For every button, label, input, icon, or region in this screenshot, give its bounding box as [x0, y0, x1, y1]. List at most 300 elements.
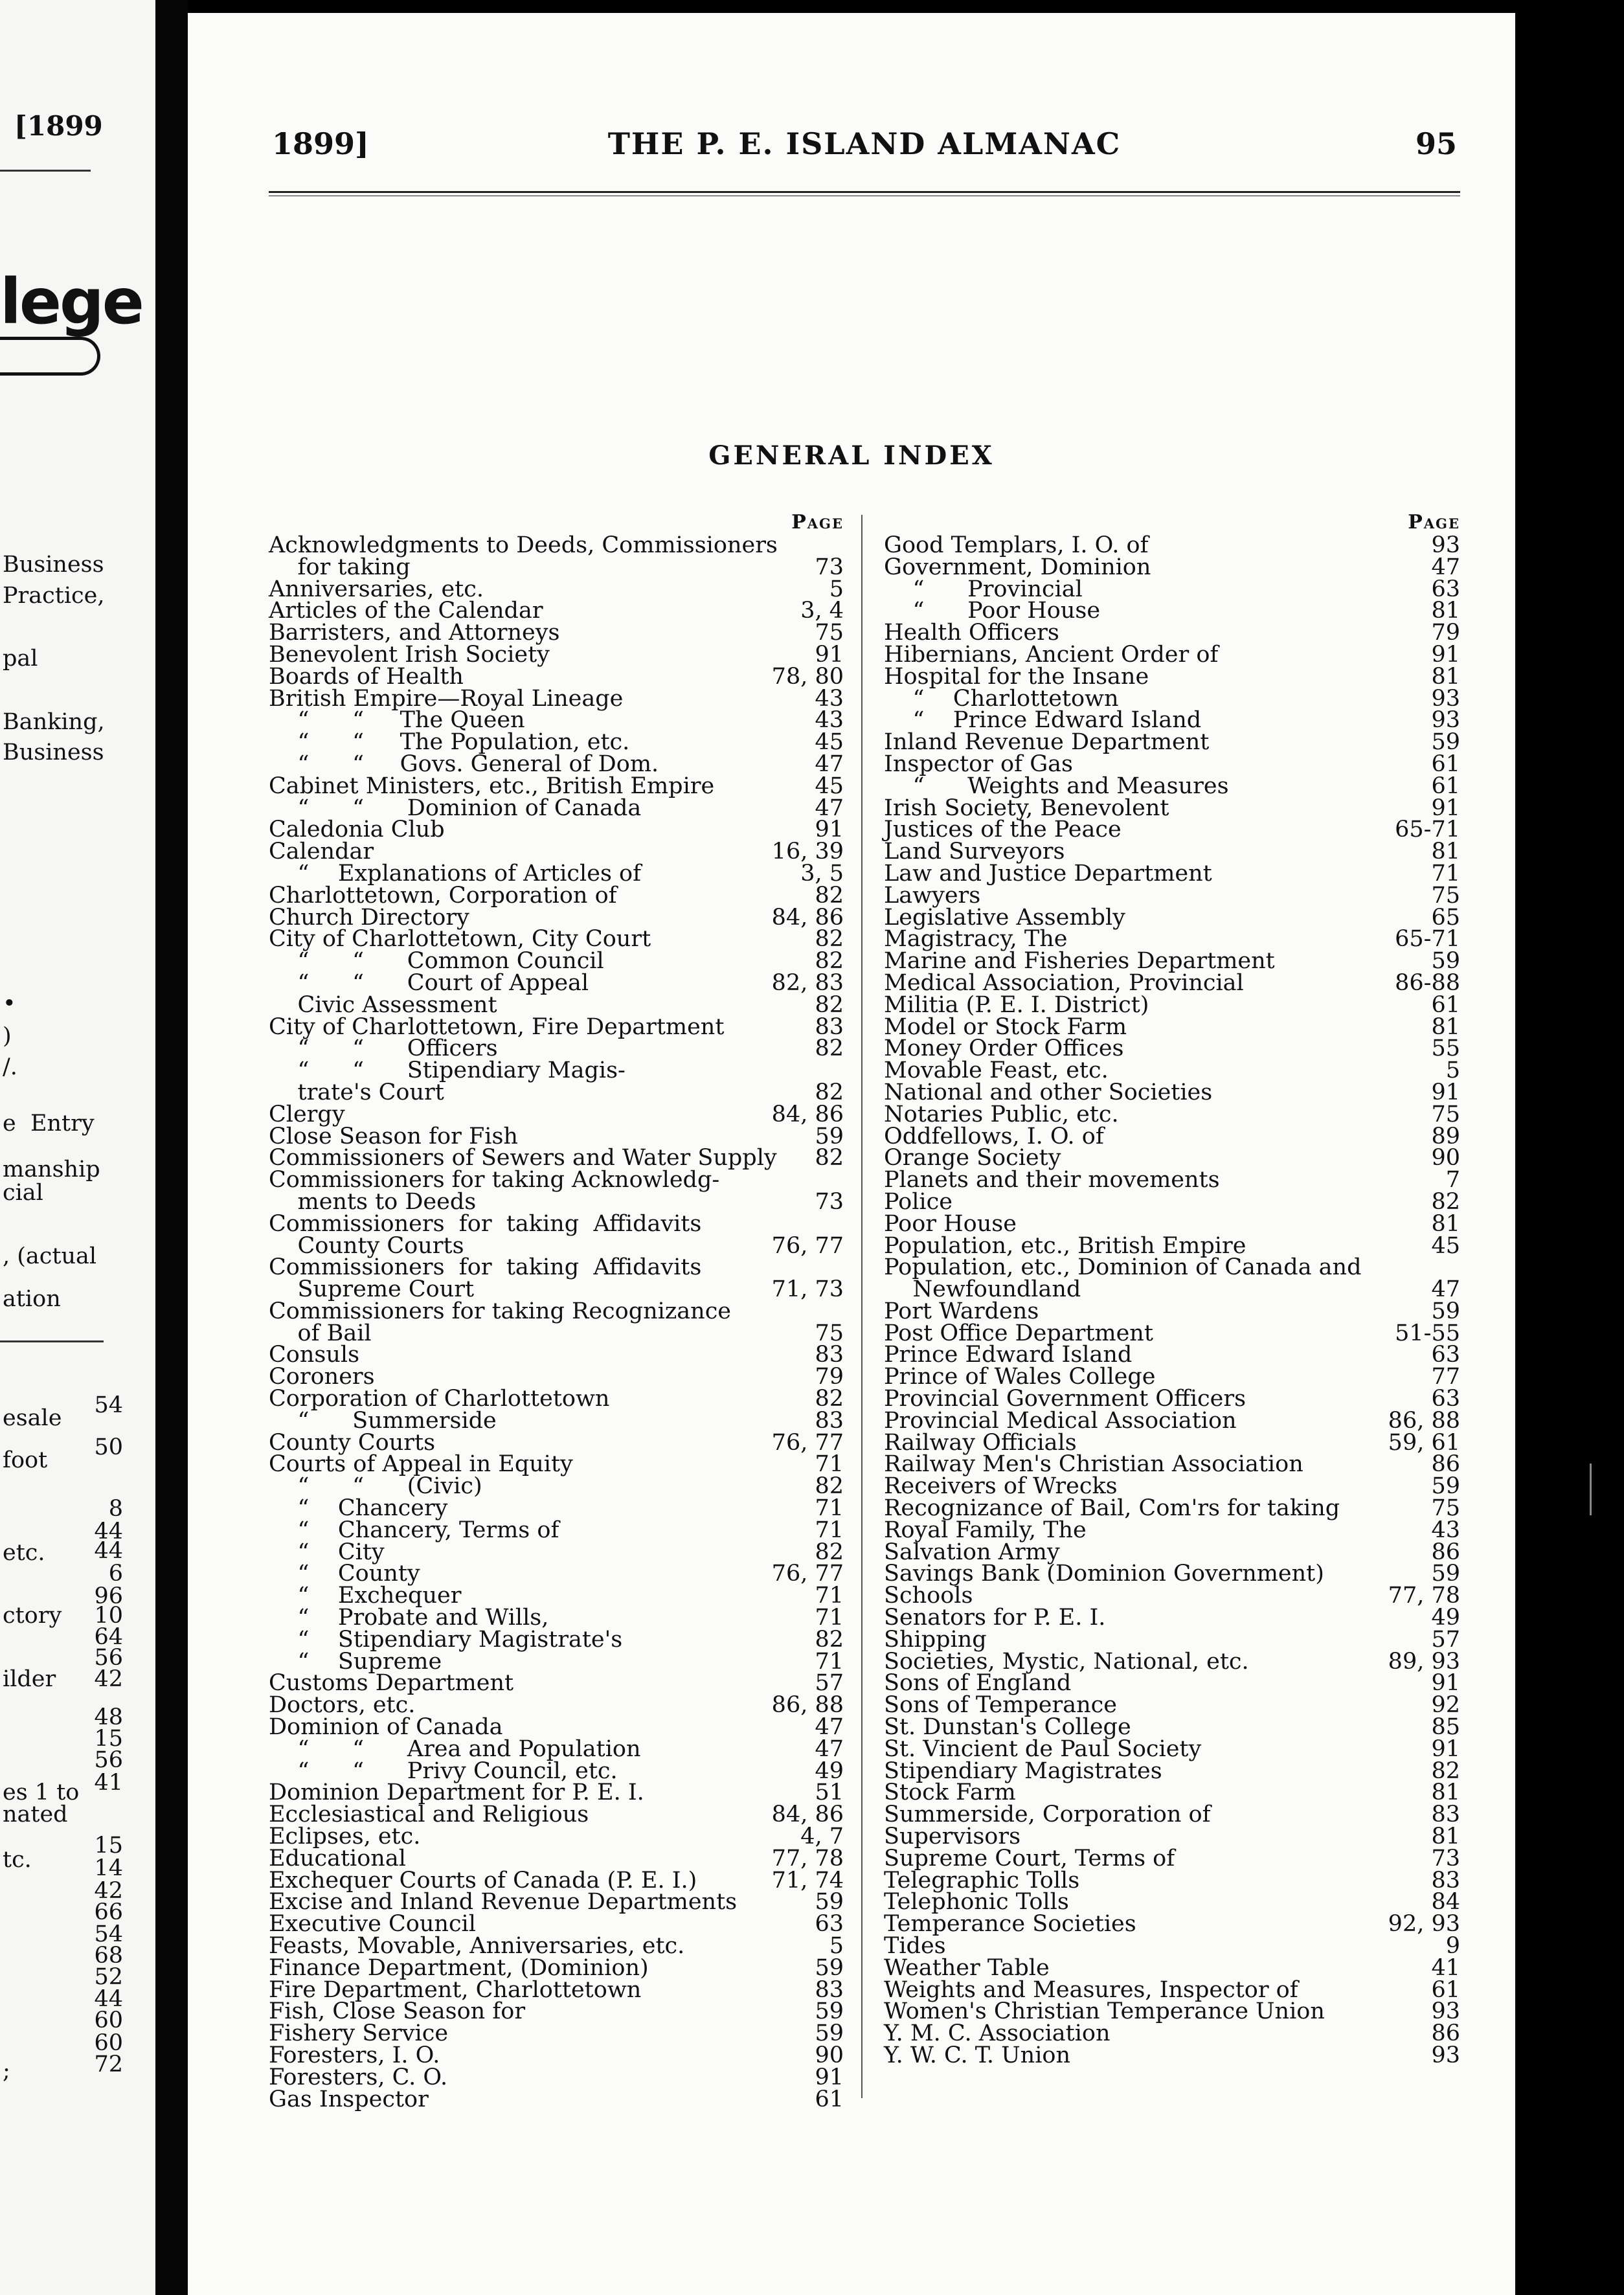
page-column-label: Page [1408, 511, 1460, 534]
index-entry-text: Medical Association, Provincial [884, 969, 1244, 996]
index-entry-page: 75 [1431, 1495, 1460, 1522]
facing-page-number-entry: 15 [94, 1833, 123, 1859]
facing-page-text: esale [3, 1405, 62, 1431]
index-entry-text: Salvation Army [884, 1539, 1060, 1565]
index-entry [884, 532, 1460, 558]
index-entry-text: Weather Table [884, 1954, 1050, 1981]
page-edge-mark [1590, 1464, 1618, 1515]
index-entry [269, 1539, 844, 1565]
index-entry [269, 1473, 844, 1500]
index-entry-text: Telegraphic Tolls [884, 1867, 1080, 1894]
index-entry [884, 1867, 1460, 1894]
index-entry [884, 1167, 1460, 1193]
index-entry-page: 59, 61 [1388, 1429, 1460, 1456]
index-entry-text: Good Templars, I. O. of [884, 532, 1149, 558]
index-entry [269, 2020, 844, 2047]
index-entry-page: 81 [1431, 1013, 1460, 1040]
index-entry [269, 1648, 844, 1675]
index-entry-text: Land Surveyors [884, 839, 1065, 865]
index-entry [269, 576, 844, 602]
index-entry [884, 1826, 1460, 1848]
index-entry-text: Model or Stock Farm [884, 1013, 1127, 1040]
index-entry-text: Schools [884, 1583, 973, 1609]
index-entry-text: “ Probate and Wills, [269, 1605, 549, 1631]
index-entry-page: 73 [815, 1188, 844, 1215]
index-entry [269, 1188, 844, 1215]
index-entry [884, 1889, 1460, 1916]
index-entry [269, 1057, 844, 1084]
index-entry-page: 55 [1431, 1035, 1460, 1062]
index-entry-text: “ Summerside [269, 1407, 497, 1434]
index-entry-text: Commissioners for taking Acknowledg- [269, 1167, 720, 1193]
index-entry [884, 1035, 1460, 1062]
index-entry-page: 84, 86 [771, 1802, 844, 1828]
index-entry [269, 1320, 844, 1346]
index-entry [269, 795, 844, 821]
index-entry-page: 82 [815, 1386, 844, 1412]
index-entry-text: Customs Department [269, 1670, 514, 1697]
index-entry-text: Y. M. C. Association [884, 2020, 1111, 2047]
index-entry [269, 1388, 844, 1410]
facing-page-text: etc. [3, 1540, 45, 1566]
index-entry-text: Tides [884, 1933, 946, 1959]
index-entry [884, 1517, 1460, 1543]
index-entry [884, 2042, 1460, 2068]
index-entry-page: 83 [815, 1976, 844, 2003]
facing-page-number-entry: 64 [94, 1624, 123, 1650]
index-entry-text: Cabinet Ministers, etc., British Empire [269, 773, 715, 799]
index-entry [269, 1210, 844, 1237]
index-entry [884, 1607, 1460, 1629]
running-head-title: THE P. E. ISLAND ALMANAC [607, 126, 1122, 161]
index-entry-page: 93 [1431, 685, 1460, 712]
index-entry-text: “ Explanations of Articles of [269, 860, 642, 887]
index-entry-text: of Bail [269, 1320, 372, 1346]
index-entry-text: Irish Society, Benevolent [884, 795, 1169, 821]
facing-page-text: ilder [3, 1666, 56, 1692]
index-entry-text: Summerside, Corporation of [884, 1802, 1211, 1828]
index-entry-text: Dominion of Canada [269, 1714, 503, 1741]
index-entry [884, 1298, 1460, 1324]
book-gutter [155, 0, 188, 2295]
facing-page-text: cial [3, 1180, 43, 1206]
index-entry-page: 77, 78 [1388, 1583, 1460, 1609]
index-entry [884, 751, 1460, 777]
index-entry-text: ments to Deeds [269, 1188, 477, 1215]
index-entry-text: Weights and Measures, Inspector of [884, 1976, 1298, 2003]
index-entry-page: 83 [815, 1407, 844, 1434]
index-entry [884, 1232, 1460, 1259]
index-entry-page: 65 [1431, 904, 1460, 931]
index-entry-text: Corporation of Charlottetown [269, 1386, 610, 1412]
index-entry-page: 5 [829, 1933, 844, 1959]
index-entry-text: Port Wardens [884, 1298, 1039, 1324]
index-entry-page: 92, 93 [1388, 1911, 1460, 1938]
index-entry-text: Benevolent Irish Society [269, 641, 550, 668]
index-entry-page: 59 [815, 1889, 844, 1916]
index-entry-page: 82 [815, 991, 844, 1018]
index-entry-text: trate's Court [269, 1079, 444, 1105]
index-entry-page: 47 [815, 751, 844, 777]
index-entry-page: 61 [1431, 991, 1460, 1018]
index-entry [884, 991, 1460, 1018]
almanac-page [188, 13, 1515, 2295]
index-entry-text: Temperance Societies [884, 1911, 1136, 1938]
index-entry [269, 600, 844, 622]
index-entry-text: Ecclesiastical and Religious [269, 1802, 589, 1828]
index-entry-page: 91 [1431, 1079, 1460, 1105]
index-entry-page: 7 [1445, 1167, 1460, 1193]
index-entry [269, 1804, 844, 1826]
index-entry-page: 61 [815, 2086, 844, 2112]
index-entry [269, 1670, 844, 1697]
index-entry-text: Commissioners for taking Recognizance [269, 1298, 732, 1324]
index-entry-page: 45 [1431, 1232, 1460, 1259]
facing-page-ornament [0, 337, 100, 376]
index-entry-page: 91 [815, 641, 844, 668]
index-entry-text: Movable Feast, etc. [884, 1057, 1109, 1084]
running-head [272, 126, 1457, 172]
index-entry-page: 71 [815, 1451, 844, 1478]
index-entry-text: Executive Council [269, 1911, 476, 1938]
index-entry [269, 926, 844, 953]
index-entry-page: 82 [815, 1145, 844, 1171]
index-entry-text: Militia (P. E. I. District) [884, 991, 1149, 1018]
index-entry-page: 76, 77 [771, 1561, 844, 1587]
index-entry [884, 729, 1460, 756]
index-entry [269, 819, 844, 841]
index-entry-page: 90 [815, 2042, 844, 2068]
index-entry-page: 63 [815, 1911, 844, 1938]
index-entry-text: Poor House [884, 1210, 1017, 1237]
index-entry-text: Dominion Department for P. E. I. [269, 1780, 644, 1806]
index-entry [884, 773, 1460, 799]
index-entry [269, 622, 844, 644]
index-entry-page: 47 [815, 1714, 844, 1741]
index-entry [269, 1563, 844, 1585]
index-entry-text: Supervisors [884, 1824, 1021, 1850]
facing-page-text: /. [3, 1054, 17, 1080]
page-column-label: Page [791, 511, 844, 534]
index-entry [269, 1429, 844, 1456]
index-entry-text: for taking [269, 554, 411, 580]
index-entry [884, 841, 1460, 863]
facing-page-number-entry: 60 [94, 2007, 123, 2033]
index-entry-page: 82 [815, 882, 844, 909]
index-entry [269, 1692, 844, 1719]
index-entry [269, 1167, 844, 1193]
index-entry [884, 1735, 1460, 1762]
facing-page-number-entry: 96 [94, 1583, 123, 1609]
index-entry-text: Caledonia Club [269, 817, 445, 843]
index-entry-page: 59 [815, 1998, 844, 2025]
index-entry [884, 1976, 1460, 2003]
index-entry [884, 1079, 1460, 1105]
index-entry [269, 1758, 844, 1784]
index-entry-text: Clergy [269, 1101, 345, 1127]
index-entry-text: Articles of the Calendar [269, 598, 543, 624]
index-entry-text: Finance Department, (Dominion) [269, 1954, 649, 1981]
index-entry-text: Provincial Medical Association [884, 1407, 1237, 1434]
index-entry-text: Police [884, 1188, 953, 1215]
index-entry-page: 63 [1431, 1386, 1460, 1412]
facing-page-number-entry: 15 [94, 1726, 123, 1752]
index-entry-page: 47 [1431, 1276, 1460, 1303]
index-entry-page: 91 [1431, 1735, 1460, 1762]
index-entry-page: 81 [1431, 839, 1460, 865]
index-entry [884, 1473, 1460, 1500]
index-entry-text: Hibernians, Ancient Order of [884, 641, 1219, 668]
index-entry-text: “ Prince Edward Island [884, 707, 1202, 734]
index-entry-text: Feasts, Movable, Anniversaries, etc. [269, 1933, 685, 1959]
index-entry [269, 1013, 844, 1040]
index-entry-text: Population, etc., Dominion of Canada and [884, 1254, 1362, 1281]
index-entry-page: 89 [1431, 1123, 1460, 1149]
index-entry-page: 71 [815, 1648, 844, 1675]
index-entry-page: 76, 77 [771, 1429, 844, 1456]
index-entry-page: 5 [1445, 1057, 1460, 1084]
index-entry-text: Orange Society [884, 1145, 1061, 1171]
facing-page-number-entry: 56 [94, 1747, 123, 1773]
index-entry-text: Charlottetown, Corporation of [269, 882, 617, 909]
facing-page-number-entry: 68 [94, 1943, 123, 1969]
facing-page-number-entry: 56 [94, 1645, 123, 1671]
index-entry [269, 1451, 844, 1478]
index-entry-page: 57 [815, 1670, 844, 1697]
index-entry-text: Educational [269, 1845, 406, 1871]
index-entry-page: 93 [1431, 532, 1460, 558]
index-entry [269, 1889, 844, 1916]
index-entry [269, 1714, 844, 1741]
index-entry [269, 1101, 844, 1127]
index-entry [884, 1210, 1460, 1237]
index-entry [884, 1998, 1460, 2025]
index-entry-page: 3, 4 [800, 598, 844, 624]
index-entry-text: Exchequer Courts of Canada (P. E. I.) [269, 1867, 697, 1894]
index-entry-text: “ City [269, 1539, 385, 1565]
index-entry-text: Notaries Public, etc. [884, 1101, 1119, 1127]
index-entry-page: 63 [1431, 576, 1460, 602]
index-entry-text: Telephonic Tolls [884, 1889, 1069, 1916]
index-entry-page: 93 [1431, 2042, 1460, 2068]
index-entry-text: Commissioners for taking Affidavits [269, 1210, 702, 1237]
index-entry [269, 1145, 844, 1171]
index-entry-text: Government, Dominion [884, 554, 1151, 580]
index-entry-text: Commissioners of Sewers and Water Supply [269, 1145, 777, 1171]
index-entry-text: Acknowledgments to Deeds, Commissioners [269, 532, 778, 558]
facing-page-text: manship [3, 1157, 100, 1182]
index-entry [884, 1845, 1460, 1871]
index-entry-page: 61 [1431, 1976, 1460, 2003]
index-entry-text: Health Officers [884, 620, 1059, 646]
facing-page-text: • [3, 991, 16, 1017]
index-entry-page: 49 [815, 1758, 844, 1784]
index-entry-page: 63 [1431, 1342, 1460, 1368]
index-entry-page: 82 [1431, 1758, 1460, 1784]
facing-page-fragment [0, 0, 155, 2295]
index-entry-text: Stock Farm [884, 1780, 1016, 1806]
index-entry-text: Planets and their movements [884, 1167, 1220, 1193]
index-entry [269, 1495, 844, 1522]
index-entry [884, 1758, 1460, 1784]
index-entry-page: 73 [1431, 1845, 1460, 1871]
index-entry-page: 59 [1431, 1298, 1460, 1324]
index-entry [884, 1933, 1460, 1959]
index-entry [884, 1101, 1460, 1127]
index-entry-text: Close Season for Fish [269, 1123, 518, 1149]
index-entry-text: Y. W. C. T. Union [884, 2042, 1071, 2068]
index-entry [884, 554, 1460, 580]
index-entry-text: Prince of Wales College [884, 1364, 1156, 1390]
index-entry-text: “ County [269, 1561, 420, 1587]
index-entry-page: 82 [815, 1473, 844, 1500]
index-entry [269, 1735, 844, 1762]
index-entry [269, 1626, 844, 1653]
index-entry-page: 59 [815, 1123, 844, 1149]
index-entry-text: Coroners [269, 1364, 375, 1390]
index-entry [269, 1826, 844, 1848]
facing-page-number-entry: 42 [94, 1878, 123, 1904]
facing-page-number-entry: 8 [108, 1496, 123, 1522]
facing-page-number-entry: 54 [94, 1921, 123, 1947]
index-entry-page: 9 [1445, 1933, 1460, 1959]
facing-page-number-entry: 52 [94, 1964, 123, 1990]
index-entry-page: 16, 39 [771, 839, 844, 865]
index-entry-text: “ “ Stipendiary Magis- [269, 1057, 626, 1084]
index-entry-page: 47 [1431, 554, 1460, 580]
index-entry-page: 84 [1431, 1889, 1460, 1916]
index-entry [269, 1585, 844, 1607]
index-entry-text: Lawyers [884, 882, 981, 909]
header-rule [269, 191, 1460, 196]
facing-page-text: nated [3, 1802, 68, 1827]
facing-page-text: ctory [3, 1603, 62, 1629]
index-entry-page: 85 [1431, 1714, 1460, 1741]
index-entry-page: 47 [815, 795, 844, 821]
index-entry [884, 1670, 1460, 1697]
index-entry-page: 86, 88 [771, 1692, 844, 1719]
index-entry-text: St. Dunstan's College [884, 1714, 1131, 1741]
index-entry-text: “ “ Common Council [269, 948, 604, 975]
index-entry-page: 71, 74 [771, 1867, 844, 1894]
index-entry-text: Legislative Assembly [884, 904, 1125, 931]
index-entry-page: 61 [1431, 751, 1460, 777]
index-entry-text: Sons of England [884, 1670, 1072, 1697]
index-entry-page: 82 [815, 948, 844, 975]
facing-page-text: foot [3, 1447, 48, 1473]
index-entry-text: Consuls [269, 1342, 360, 1368]
index-entry [884, 1539, 1460, 1565]
index-entry-text: “ “ The Queen [269, 707, 525, 734]
index-entry-page: 82 [815, 926, 844, 953]
index-entry-page: 41 [1431, 1954, 1460, 1981]
index-entry-text: Courts of Appeal in Equity [269, 1451, 573, 1478]
index-entry [269, 1232, 844, 1259]
index-entry [884, 1692, 1460, 1719]
index-entry-text: Newfoundland [884, 1276, 1081, 1303]
index-entry-text: Civic Assessment [269, 991, 497, 1018]
index-entry-text: “ Exchequer [269, 1583, 462, 1609]
index-entry-text: City of Charlottetown, City Court [269, 926, 651, 953]
index-entry-page: 75 [1431, 882, 1460, 909]
facing-page-number-entry: 6 [108, 1561, 123, 1587]
index-entry-page: 86 [1431, 1539, 1460, 1565]
facing-page-number-entry: 54 [94, 1392, 123, 1418]
index-entry-text: Railway Officials [884, 1429, 1077, 1456]
facing-page-number-entry: 44 [94, 1986, 123, 2012]
index-entry [884, 600, 1460, 622]
index-entry-page: 82 [815, 1035, 844, 1062]
index-entry-page: 91 [815, 2064, 844, 2090]
index-entry [269, 1911, 844, 1938]
index-entry-text: Population, etc., British Empire [884, 1232, 1246, 1259]
index-entry [884, 1585, 1460, 1607]
index-entry-text: St. Vincient de Paul Society [884, 1735, 1202, 1762]
index-entry-page: 79 [1431, 620, 1460, 646]
index-entry-page: 82 [1431, 1188, 1460, 1215]
index-entry-text: Eclipses, etc. [269, 1824, 421, 1850]
index-entry [269, 1254, 844, 1281]
index-entry-page: 59 [815, 1954, 844, 1981]
index-entry [884, 1451, 1460, 1478]
index-entry [884, 948, 1460, 975]
facing-page-number-entry: 44 [94, 1538, 123, 1564]
index-entry-text: Doctors, etc. [269, 1692, 416, 1719]
index-entry [884, 1495, 1460, 1522]
index-entry-page: 4, 7 [800, 1824, 844, 1850]
index-entry-text: “ Provincial [884, 576, 1083, 602]
index-entry [269, 773, 844, 799]
index-entry-page: 81 [1431, 1824, 1460, 1850]
index-entry [884, 1320, 1460, 1346]
index-entry-page: 91 [1431, 641, 1460, 668]
facing-page-number-entry: 48 [94, 1704, 123, 1730]
index-entry-text: “ Weights and Measures [884, 773, 1229, 799]
index-entry-text: “ Stipendiary Magistrate's [269, 1626, 623, 1653]
running-head-year: 1899] [272, 126, 369, 161]
index-entry [884, 1145, 1460, 1171]
index-entry [269, 554, 844, 580]
index-entry-text: Church Directory [269, 904, 469, 931]
index-entry-page: 83 [1431, 1867, 1460, 1894]
index-entry [884, 1013, 1460, 1040]
index-entry-page: 51-55 [1395, 1320, 1460, 1346]
index-entry-page: 71, 73 [771, 1276, 844, 1303]
index-entry-page: 84, 86 [771, 1101, 844, 1127]
index-entry-text: “ “ Court of Appeal [269, 969, 589, 996]
index-entry-text: Royal Family, The [884, 1517, 1087, 1543]
index-entry [269, 1276, 844, 1303]
index-entry-page: 75 [815, 620, 844, 646]
index-entry-text: Hospital for the Insane [884, 663, 1149, 690]
column-divider [861, 515, 863, 2098]
index-entry [884, 1648, 1460, 1675]
index-entry [269, 729, 844, 756]
index-entry [884, 1123, 1460, 1149]
index-entry-page: 92 [1431, 1692, 1460, 1719]
index-entry [884, 1714, 1460, 1741]
index-entry [884, 1429, 1460, 1456]
facing-page-text: tc. [3, 1847, 32, 1873]
index-entry-text: Societies, Mystic, National, etc. [884, 1648, 1249, 1675]
index-entry-text: Boards of Health [269, 663, 464, 690]
index-entry-page: 77, 78 [771, 1845, 844, 1871]
index-entry [884, 1563, 1460, 1585]
index-entry-text: Shipping [884, 1626, 987, 1653]
index-entry-page: 71 [815, 1583, 844, 1609]
index-entry-text: Stipendiary Magistrates [884, 1758, 1162, 1784]
index-entry-text: National and other Societies [884, 1079, 1213, 1105]
